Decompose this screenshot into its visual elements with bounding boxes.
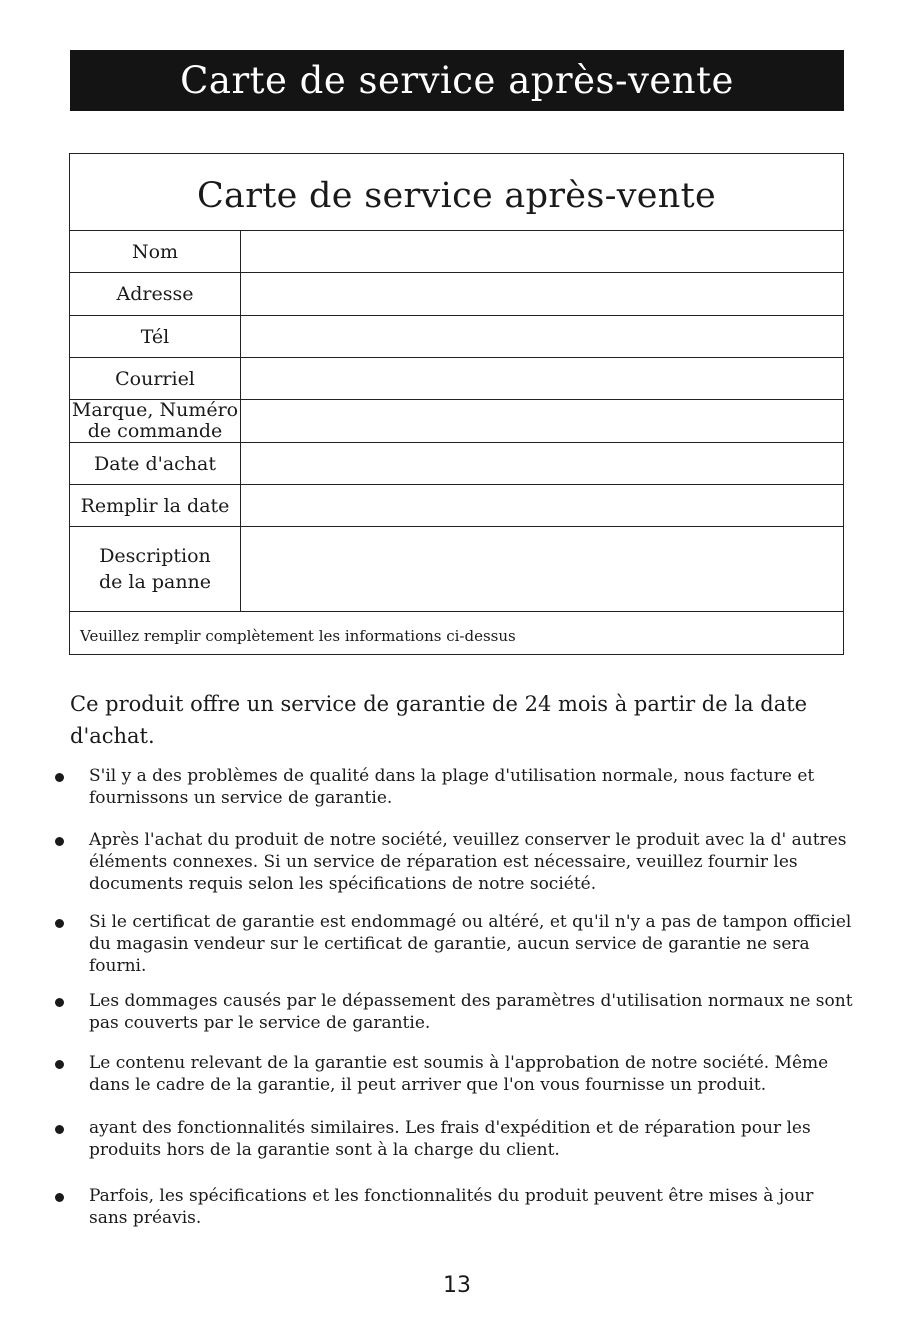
bullet-text: Après l'achat du produit de notre société, veuillez conserver le produit avec la d' autres éléments connexes. Si un service de réparation est nécessaire, veuillez fournir les documents requis selon les spécifications de notre société.	[89, 830, 847, 894]
bullet-text: S'il y a des problèmes de qualité dans la plage d'utilisation normale, nous facture et fournissons un service de garantie.	[89, 766, 815, 808]
field-label-address: Adresse	[70, 273, 241, 315]
list-item	[55, 911, 855, 977]
list-item	[55, 1185, 855, 1229]
list-item	[55, 829, 855, 895]
list-item	[55, 1052, 855, 1096]
field-label-phone: Tél	[70, 316, 241, 357]
bullet-text: Les dommages causés par le dépassement des paramètres d'utilisation normaux ne sont pas couverts par le service de garantie.	[89, 991, 853, 1033]
page-banner-title: Carte de service après-vente	[70, 50, 844, 111]
field-row-phone	[70, 316, 843, 358]
field-label-name: Nom	[70, 231, 241, 272]
fill-instruction-note: Veuillez remplir complètement les informations ci-dessus	[80, 627, 516, 645]
list-item	[55, 990, 855, 1034]
bullet-dot-icon	[55, 1125, 64, 1134]
field-row-purchase-date	[70, 443, 843, 485]
field-row-address	[70, 273, 843, 316]
service-card	[69, 153, 844, 655]
page-number: 13	[443, 1273, 471, 1298]
bullet-dot-icon	[55, 919, 64, 928]
bullet-text: Le contenu relevant de la garantie est soumis à l'approbation de notre société. Même dans le cadre de la garantie, il peut arriver que l'on vous fournisse un produit.	[89, 1053, 829, 1095]
field-label-email: Courriel	[70, 358, 241, 399]
bullet-text: ayant des fonctionnalités similaires. Les frais d'expédition et de réparation pour les produits hors de la garantie sont à la charge du client.	[89, 1118, 811, 1160]
field-row-brand-order	[70, 400, 843, 443]
address-field[interactable]	[241, 273, 843, 315]
fill-date-field[interactable]	[241, 485, 843, 526]
bullet-dot-icon	[55, 1193, 64, 1202]
field-row-fill-date	[70, 485, 843, 527]
field-label-brand-order: Marque, Numéro de commande	[70, 400, 241, 442]
fault-description-field[interactable]	[241, 527, 843, 611]
field-label-fill-date: Remplir la date	[70, 485, 241, 526]
field-row-email	[70, 358, 843, 400]
card-title: Carte de service après-vente	[70, 154, 843, 231]
field-row-fault-description	[70, 527, 843, 612]
email-field[interactable]	[241, 358, 843, 399]
list-item	[55, 765, 855, 809]
bullet-dot-icon	[55, 837, 64, 846]
name-field[interactable]	[241, 231, 843, 272]
bullet-text: Parfois, les spécifications et les fonctionnalités du produit peuvent être mises à jour sans préavis.	[89, 1186, 814, 1228]
field-row-name	[70, 231, 843, 273]
brand-order-field[interactable]	[241, 400, 843, 442]
purchase-date-field[interactable]	[241, 443, 843, 484]
bullet-dot-icon	[55, 773, 64, 782]
warranty-intro: Ce produit offre un service de garantie de 24 mois à partir de la date d'achat.	[70, 692, 808, 748]
field-label-purchase-date: Date d'achat	[70, 443, 241, 484]
bullet-dot-icon	[55, 998, 64, 1007]
field-label-fault-description: Description de la panne	[70, 527, 241, 611]
list-item	[55, 1117, 855, 1161]
phone-field[interactable]	[241, 316, 843, 357]
bullet-text: Si le certificat de garantie est endommagé ou altéré, et qu'il n'y a pas de tampon officiel du magasin vendeur sur le certificat de garantie, aucun service de garantie ne sera fourni.	[89, 912, 852, 976]
bullet-dot-icon	[55, 1060, 64, 1069]
